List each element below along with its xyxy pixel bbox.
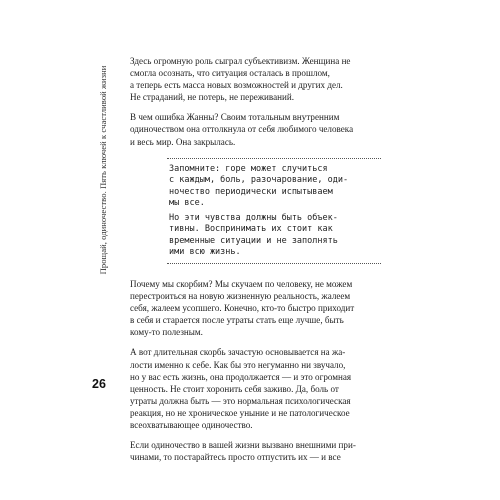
text-line: реакция, но не хроническое уныние и не патологическое [130,407,350,418]
text-line: Если одиночество в вашей жизни вызвано внешними при- [130,440,356,451]
text-line: Почему мы скорбим? Мы скучаем по человеку, не можем [130,279,353,289]
callout-line: ночество периодически испытываем [169,186,333,197]
paragraph [130,346,388,431]
text-line: перестроиться на новую жизненную реальность, жалеем [130,291,351,302]
text-line: Здесь огромную роль сыграл субъективизм. Женщина не [130,56,351,66]
callout-line: ими всю жизнь. [169,247,241,258]
text-line: ценность. Не стоит хоронить себя заживо. Да, боль от [130,383,339,394]
text-line: лости именно к себе. Как бы это негуманно ни звучало, [130,359,346,370]
text-line: и весь мир. Она закрылась. [130,136,236,147]
text-line: А вот длительная скорбь зачастую основывается на жа- [130,347,346,358]
text-line: В чем ошибка Жанны? Своим тотальным внутренним [130,112,340,123]
text-line: одиночеством она оттолкнула от себя любимого человека [130,124,354,135]
text-line: в себя и старается после утраты стать еще лучше, быть [130,315,344,326]
running-head-text: Прощай, одиночество. Пять ключей к счастливой жизни [97,65,108,275]
body-text-bottom [130,278,388,463]
paragraph [130,111,388,147]
page-number: 26 [92,377,106,391]
running-head [97,55,108,285]
text-line: Не страданий, не потерь, не переживаний. [130,92,295,103]
text-line: себя, жалеем усопшего. Конечно, кто-то быстро приходит [130,303,355,314]
text-line: утраты должна быть — это нормальная психологическая [130,395,351,406]
text-line: смогла осознать, что ситуация осталась в прошлом, [130,68,330,79]
callout-line: мы все. [169,197,205,208]
paragraph [130,439,388,463]
text-line: а теперь есть масса новых возможностей и других дел. [130,80,343,91]
callout-line: Но эти чувства должны быть объек- [169,213,338,224]
callout-line: временные ситуации и не заполнять [169,235,338,246]
paragraph [130,278,388,338]
paragraph [130,55,388,103]
text-line: всеохватывающее одиночество. [130,420,253,431]
text-line: но у вас есть жизнь, она продолжается — и это огромная [130,371,352,382]
body-text-top [130,55,388,148]
text-line: чинами, то постарайтесь просто отпустить их — и все [130,452,341,463]
callout-paragraph [169,164,381,209]
text-line: кому-то полезным. [130,327,203,338]
callout-paragraph [169,213,381,258]
callout-line: тивны. Воспринимать их стоит как [169,224,333,235]
callout-line: с каждым, боль, разочарование, оди- [169,175,349,186]
callout-line: Запомните: горе может случиться [169,164,328,174]
callout-box [167,158,381,264]
